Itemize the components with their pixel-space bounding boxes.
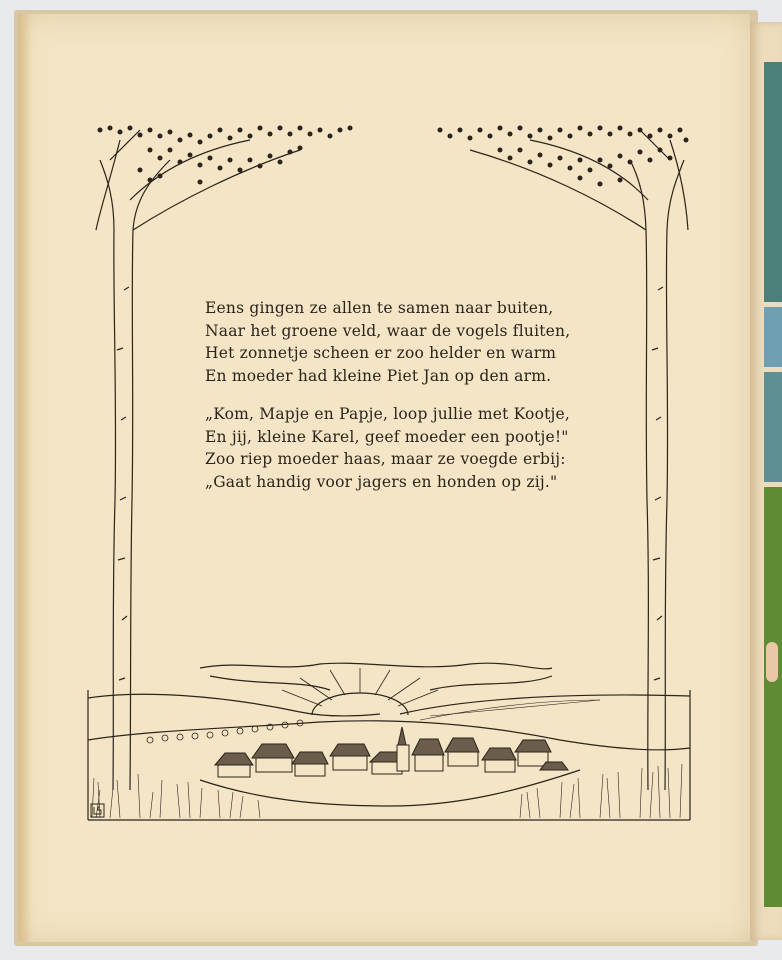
village	[215, 727, 568, 777]
poem-line: Naar het groene veld, waar de vogels fluiten,	[205, 321, 571, 340]
landscape-scene	[88, 663, 690, 820]
poem-line: Het zonnetje scheen er zoo helder en warm	[205, 344, 557, 362]
poem-text	[205, 297, 605, 509]
poem-line: En jij, kleine Karel, geef moeder een pootje!"	[205, 427, 569, 446]
poem-line: „Kom, Mapje en Papje, loop jullie met Kootje,	[205, 405, 571, 423]
poem-line: En moeder had kleine Piet Jan op den arm.	[205, 366, 552, 385]
stanza-1	[205, 297, 605, 387]
poem-line: „Gaat handig voor jagers en honden op zij."	[205, 472, 558, 491]
right-leaves	[438, 126, 689, 187]
stanza-2	[205, 403, 605, 493]
sun-rays	[282, 668, 438, 706]
poem-line: Eens gingen ze allen te samen naar buiten,	[205, 299, 554, 317]
poem-line: Zoo riep moeder haas, maar ze voegde erbij:	[205, 450, 566, 468]
